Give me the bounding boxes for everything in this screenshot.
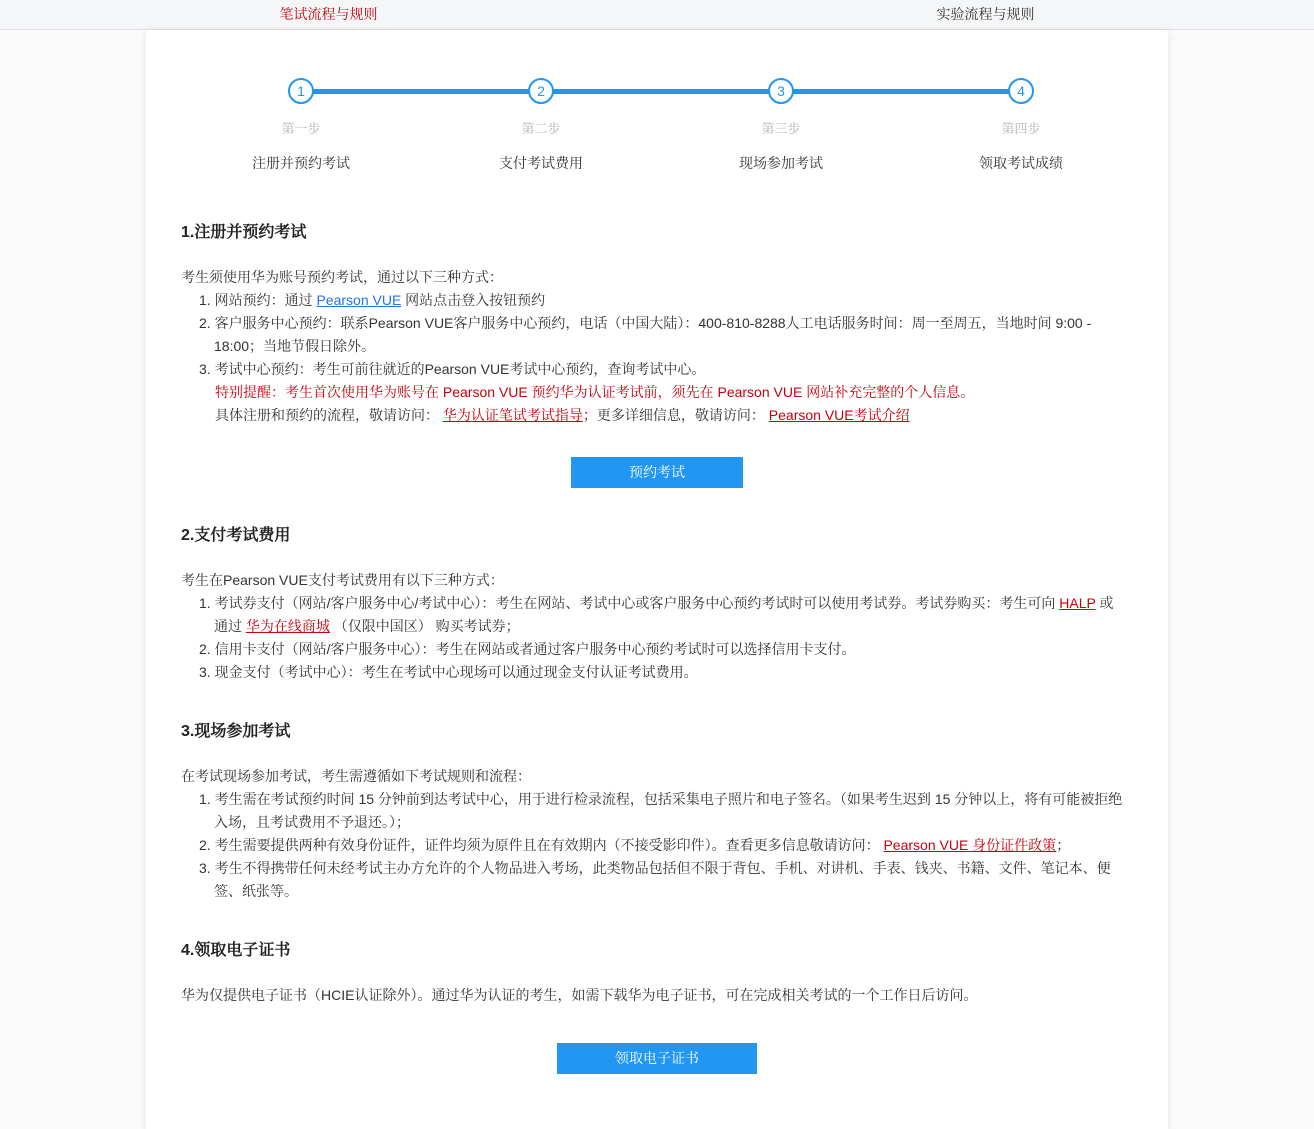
content-card bbox=[146, 30, 1168, 1129]
step-4-circle: 4 bbox=[1008, 78, 1034, 104]
section-1-list bbox=[199, 289, 1133, 381]
text-segment: 考生需要提供两种有效身份证件，证件均须为原件且在有效期内（不接受影印件）。查看更多信息敬请访问： bbox=[214, 837, 884, 853]
text-segment: 考生需在考试预约时间 15 分钟前到达考试中心，用于进行检录流程，包括采集电子照片和电子签名。（如果考生迟到 15 分钟以上，将有可能被拒绝入场，且考试费用不予退还。）； bbox=[214, 791, 1123, 830]
list-item-number: 2. bbox=[199, 837, 215, 853]
top-tab-bar bbox=[0, 0, 1314, 30]
section-1-intro: 考生须使用华为账号预约考试，通过以下三种方式： bbox=[181, 269, 503, 285]
step-2-label: 第二步 bbox=[521, 121, 561, 136]
list-item bbox=[199, 788, 1133, 834]
step-4 bbox=[901, 78, 1141, 173]
huawei-store-link[interactable]: 华为在线商城 bbox=[245, 618, 330, 634]
step-2-name: 支付考试费用 bbox=[499, 155, 583, 171]
section-4-heading: 4.领取电子证书 bbox=[181, 942, 291, 959]
list-item bbox=[199, 592, 1133, 638]
text-segment: 网站预约：通过 bbox=[214, 292, 317, 308]
step-1 bbox=[181, 78, 421, 173]
tab-slot-right bbox=[657, 0, 1314, 29]
note-line bbox=[215, 404, 1133, 427]
section-2 bbox=[181, 522, 1133, 684]
text-segment: ； bbox=[1056, 837, 1071, 853]
list-item-number: 1. bbox=[199, 791, 215, 807]
tab-written-exam-rules[interactable]: 笔试流程与规则 bbox=[279, 6, 378, 22]
sections-container bbox=[181, 219, 1133, 1074]
step-2 bbox=[421, 78, 661, 173]
note-line bbox=[215, 381, 1133, 404]
text-segment: 具体注册和预约的流程，敬请访问： bbox=[215, 407, 443, 423]
step-1-name: 注册并预约考试 bbox=[252, 155, 350, 171]
step-1-label: 第一步 bbox=[281, 121, 321, 136]
section-1-notes bbox=[215, 381, 1133, 427]
step-3-label: 第三步 bbox=[761, 121, 801, 136]
section-3-heading: 3.现场参加考试 bbox=[181, 723, 291, 740]
step-1-circle: 1 bbox=[288, 78, 314, 104]
section-4-intro: 华为仅提供电子证书（HCIE认证除外）。通过华为认证的考生，如需下载华为电子证书，可在完成相关考试的一个工作日后访问。 bbox=[181, 987, 978, 1003]
step-4-label: 第四步 bbox=[1001, 121, 1041, 136]
list-item-number: 3. bbox=[199, 860, 215, 876]
text-segment: ；更多详细信息，敬请访问： bbox=[582, 407, 769, 423]
book-exam-button[interactable]: 预约考试 bbox=[571, 457, 743, 488]
section-4 bbox=[181, 937, 1133, 1074]
alert-text: 特别提醒：考生首次使用华为账号在 Pearson VUE 预约华为认证考试前，须先在 Pearson VUE 网站补充完整的个人信息。 bbox=[215, 384, 975, 400]
list-item bbox=[199, 834, 1133, 857]
list-item-number: 2. bbox=[199, 315, 215, 331]
text-segment: （仅限中国区） 购买考试券； bbox=[329, 618, 520, 634]
text-segment: 信用卡支付（网站/客户服务中心）：考生在网站或者通过客户服务中心预约考试时可以选择信用卡支付。 bbox=[214, 641, 856, 657]
text-segment: 考试中心预约：考生可前往就近的Pearson VUE考试中心预约，查询考试中心。 bbox=[214, 361, 706, 377]
written-exam-guide-link[interactable]: 华为认证笔试考试指导 bbox=[442, 407, 583, 423]
halp-link[interactable]: HALP bbox=[1059, 595, 1096, 611]
section-2-heading: 2.支付考试费用 bbox=[181, 527, 291, 544]
text-segment: 客户服务中心预约：联系Pearson VUE客户服务中心预约，电话（中国大陆）：400-810-8288人工电话服务时间：周一至周五，当地时间 9:00 - 18:00；当地节假日除外。 bbox=[214, 315, 1092, 354]
pearson-vue-intro-link[interactable]: Pearson VUE考试介绍 bbox=[768, 407, 910, 423]
section-1 bbox=[181, 219, 1133, 488]
section-1-heading: 1.注册并预约考试 bbox=[181, 224, 307, 241]
list-item-number: 1. bbox=[199, 595, 215, 611]
tab-lab-exam-rules[interactable]: 实验流程与规则 bbox=[936, 6, 1035, 22]
list-item-number: 3. bbox=[199, 664, 215, 680]
list-item bbox=[199, 358, 1133, 381]
list-item bbox=[199, 857, 1133, 903]
list-item bbox=[199, 312, 1133, 358]
step-2-circle: 2 bbox=[528, 78, 554, 104]
section-2-intro: 考生在Pearson VUE支付考试费用有以下三种方式： bbox=[181, 572, 504, 588]
list-item bbox=[199, 289, 1133, 312]
section-3 bbox=[181, 718, 1133, 903]
exam-progress-stepper bbox=[181, 78, 1141, 173]
pearson-vue-link[interactable]: Pearson VUE bbox=[316, 292, 402, 308]
text-segment: 网站点击登入按钮预约 bbox=[401, 292, 546, 308]
step-4-name: 领取考试成绩 bbox=[979, 155, 1063, 171]
list-item-number: 3. bbox=[199, 361, 215, 377]
text-segment: 考试券支付（网站/客户服务中心/考试中心）：考生在网站、考试中心或客户服务中心预约考试时可以使用考试券。考试券购买：考生可向 bbox=[214, 595, 1060, 611]
text-segment: 或通过 bbox=[214, 595, 1114, 634]
list-item bbox=[199, 661, 1133, 684]
get-certificate-button[interactable]: 领取电子证书 bbox=[557, 1043, 757, 1074]
text-segment: 考生不得携带任何未经考试主办方允许的个人物品进入考场，此类物品包括但不限于背包、手机、对讲机、手表、钱夹、书籍、文件、笔记本、便签、纸张等。 bbox=[214, 860, 1111, 899]
section-3-intro: 在考试现场参加考试，考生需遵循如下考试规则和流程： bbox=[181, 768, 531, 784]
step-3 bbox=[661, 78, 901, 173]
list-item-number: 2. bbox=[199, 641, 215, 657]
tab-slot-left bbox=[0, 0, 657, 29]
section-3-list bbox=[199, 788, 1133, 903]
step-3-name: 现场参加考试 bbox=[739, 155, 823, 171]
section-2-list bbox=[199, 592, 1133, 684]
text-segment: 现金支付（考试中心）：考生在考试中心现场可以通过现金支付认证考试费用。 bbox=[214, 664, 698, 680]
step-3-circle: 3 bbox=[768, 78, 794, 104]
list-item bbox=[199, 638, 1133, 661]
pearson-vue-id-policy-link[interactable]: Pearson VUE 身份证件政策 bbox=[883, 837, 1057, 853]
list-item-number: 1. bbox=[199, 292, 215, 308]
